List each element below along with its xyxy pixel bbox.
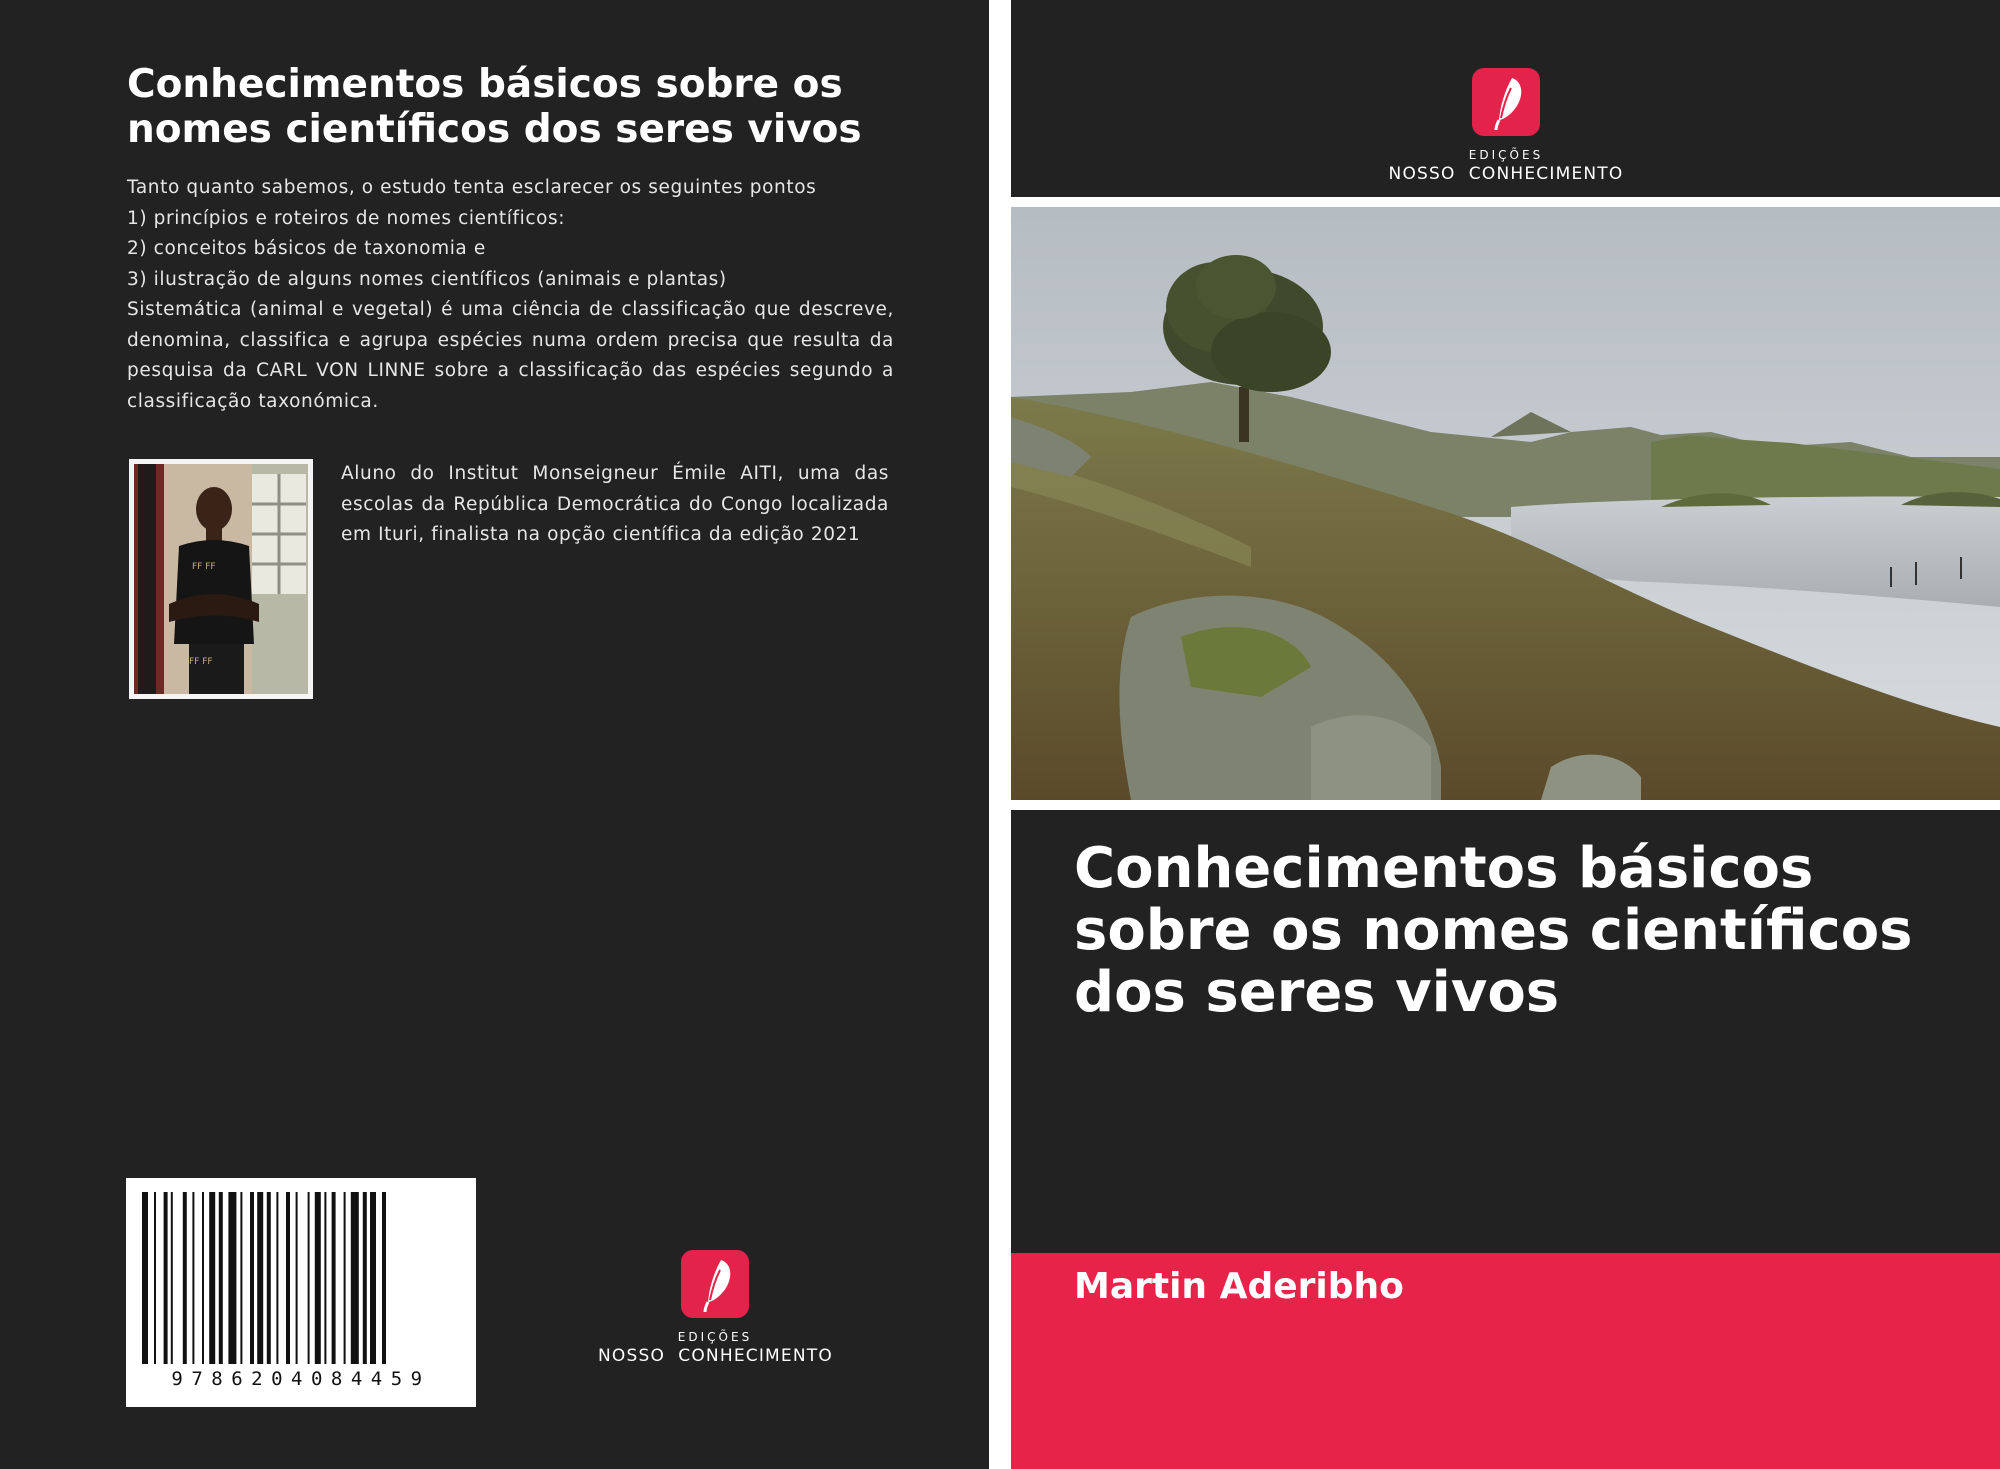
barcode-bar (164, 1192, 168, 1364)
barcode-bar (219, 1192, 223, 1364)
barcode-bar (192, 1192, 194, 1364)
landscape-image (1011, 207, 2000, 800)
barcode-bar (276, 1192, 278, 1364)
description-line: 2) conceitos básicos de taxonomia e (127, 238, 486, 259)
barcode-bar (257, 1192, 263, 1364)
isbn-digits: 9786204084459 (171, 1368, 431, 1390)
barcode-bar (240, 1192, 242, 1364)
barcode-bar (228, 1192, 236, 1364)
back-cover-title: Conhecimentos básicos sobre os nomes científicos dos seres vivos (127, 62, 862, 152)
barcode-bar (296, 1192, 298, 1364)
barcode-bar (363, 1192, 367, 1364)
publisher-line2: NOSSO CONHECIMENTO (1388, 164, 1624, 184)
barcode-bars (126, 1178, 476, 1368)
description-line: Tanto quanto sabemos, o estudo tenta esclarecer os seguintes pontos (127, 177, 817, 198)
author-photo (129, 459, 313, 699)
barcode-bar (142, 1192, 148, 1364)
barcode-bar (209, 1192, 215, 1364)
back-cover-description (127, 173, 894, 417)
barcode-bar (324, 1192, 326, 1364)
barcode-bar (171, 1192, 173, 1364)
barcode-bar (250, 1192, 254, 1364)
barcode-bar (154, 1192, 156, 1364)
author-name: Martin Aderibho (1074, 1266, 1404, 1307)
author-bio: Aluno do Institut Monseigneur Émile AITI, uma das escolas da República Democrática do Congo localizada em Ituri, finalista na opção científica da edição 2021 (341, 463, 889, 545)
back-publisher-logo (598, 1250, 832, 1366)
barcode-bar (308, 1192, 310, 1364)
description-line: 3) ilustração de alguns nomes científicos (animais e plantas) (127, 268, 727, 290)
front-top-band (1011, 0, 2000, 197)
author-portrait-image (134, 464, 308, 694)
description-paragraph: Sistemática (animal e vegetal) é uma ciência de classificação que descreve, denomina, classifica e agrupa espécies numa ordem precisa que resulta da pesquisa da CARL VON LINNE sobre a classificação das espécies segundo a classificação taxonómica. (127, 299, 894, 412)
barcode-bar (351, 1192, 359, 1364)
front-separator (1011, 197, 2000, 207)
svg-text:FF FF: FF FF (192, 562, 216, 572)
svg-text:FF FF: FF FF (189, 657, 213, 667)
barcode-bar (202, 1192, 204, 1364)
barcode-bar (267, 1192, 271, 1364)
barcode-bar (370, 1192, 376, 1364)
publisher-line1: EDIÇÕES (1468, 148, 1544, 162)
barcode-bar (332, 1192, 336, 1364)
barcode-bar (344, 1192, 346, 1364)
barcode-bar (315, 1192, 321, 1364)
feather-quill-icon (681, 1250, 749, 1318)
front-cover (1011, 0, 2000, 1469)
publisher-line2: NOSSO CONHECIMENTO (598, 1346, 833, 1366)
front-cover-title: Conhecimentos básicos sobre os nomes científicos dos seres vivos (1074, 836, 1913, 1025)
isbn-barcode (126, 1178, 476, 1407)
front-publisher-logo (1371, 68, 1641, 184)
front-separator (1011, 800, 2000, 810)
cover-landscape-photo (1011, 207, 2000, 800)
spine-gap (989, 0, 1011, 1469)
back-cover (0, 0, 989, 1469)
description-line: 1) princípios e roteiros de nomes científicos: (127, 207, 566, 229)
barcode-bar (286, 1192, 290, 1364)
feather-quill-icon (1472, 68, 1540, 136)
barcode-bar (183, 1192, 187, 1364)
barcode-bar (382, 1192, 386, 1364)
publisher-line1: EDIÇÕES (677, 1330, 753, 1344)
